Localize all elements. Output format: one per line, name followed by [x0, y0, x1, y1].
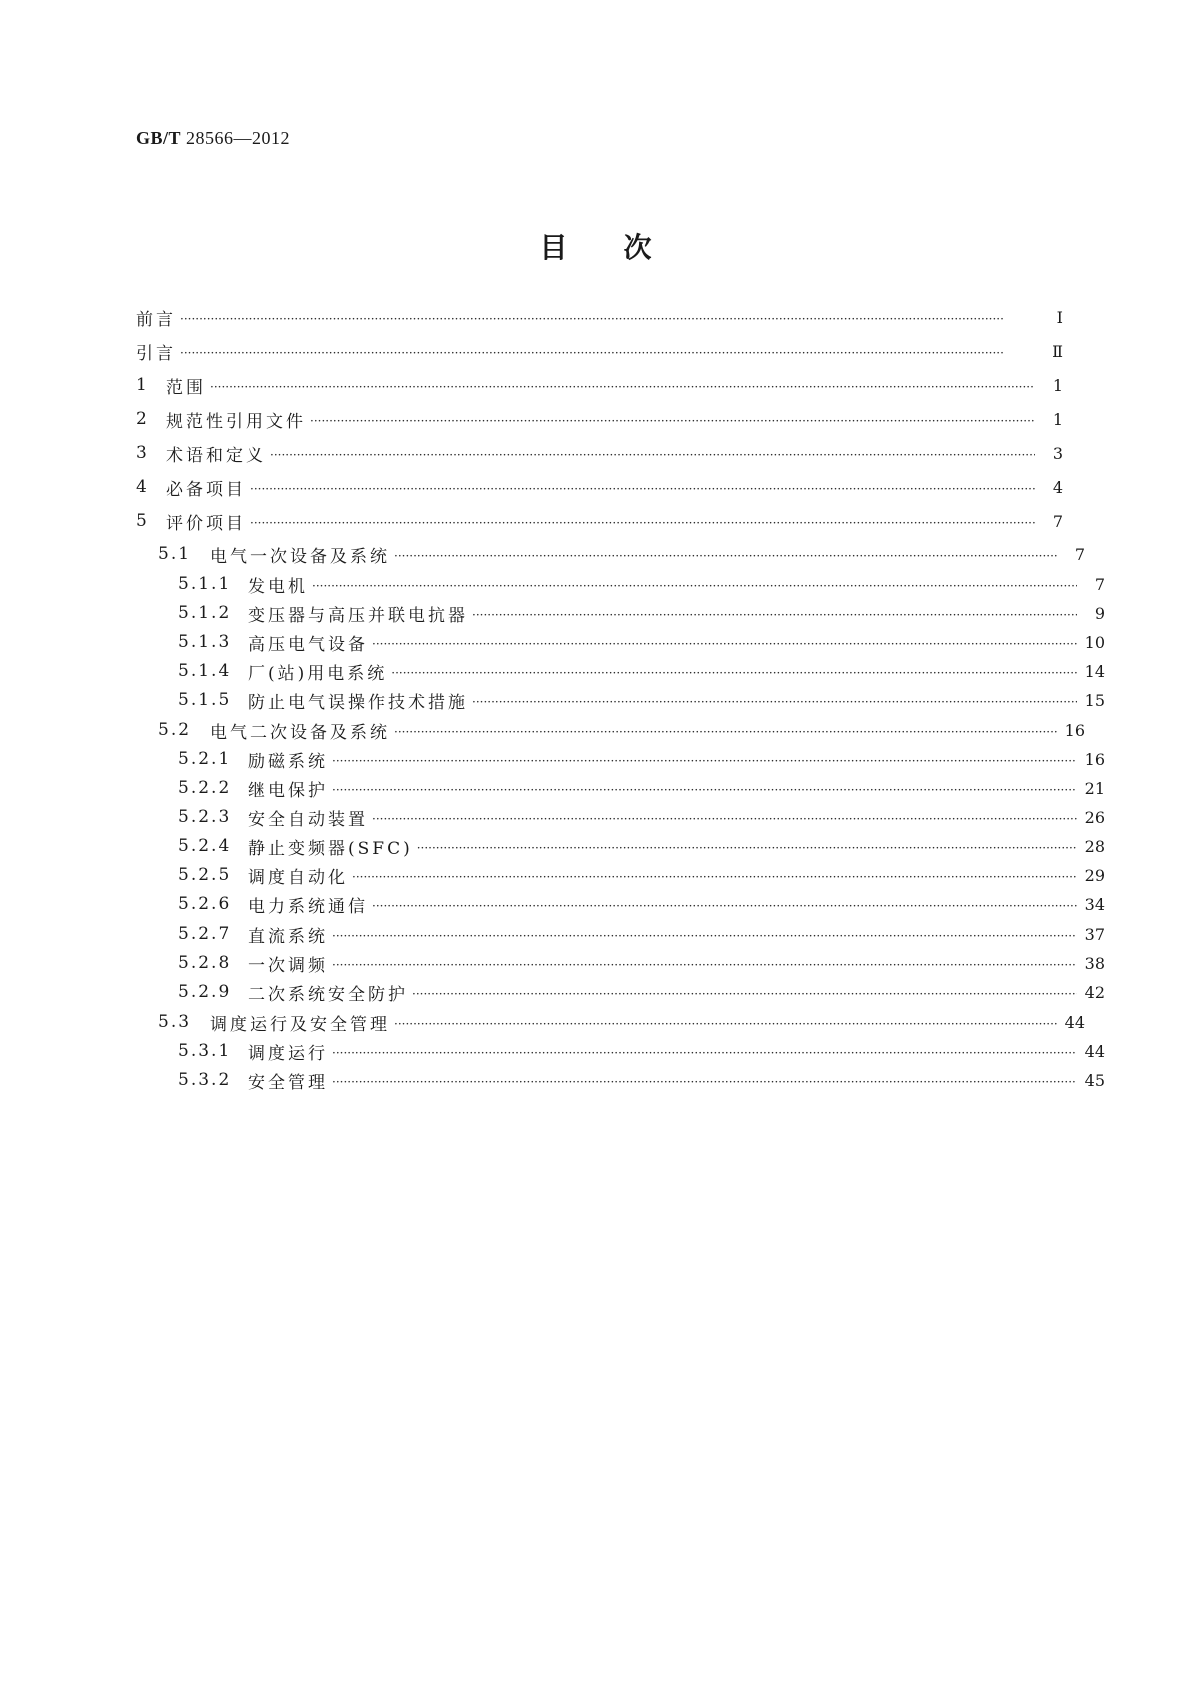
toc-entry-number: 5 [136, 511, 149, 531]
toc-entry-page: 16 [1064, 720, 1085, 740]
toc-entry-label: 发电机 [248, 576, 308, 597]
toc-entry-label: 继电保护 [248, 780, 328, 801]
toc-entry-5-2[interactable] [136, 716, 1085, 744]
toc-entry-5-2-5[interactable] [136, 861, 1105, 889]
toc-entry-page: 7 [1094, 574, 1105, 594]
toc-entry-label: 高压电气设备 [248, 634, 368, 655]
toc-entry-page: 7 [1052, 511, 1063, 531]
toc-entry-5-2-1[interactable] [136, 745, 1105, 773]
toc-entry-page: 14 [1084, 661, 1105, 681]
toc-entry-label: 励磁系统 [248, 751, 328, 772]
toc-entry-page: 28 [1084, 836, 1105, 856]
toc-leader-dots [332, 783, 1077, 797]
toc-entry-number: 1 [136, 375, 149, 395]
toc-entry-page: 16 [1084, 749, 1105, 769]
toc-entry-page: 45 [1084, 1070, 1105, 1090]
toc-entry-5-1-2[interactable] [136, 599, 1105, 627]
toc-entry-1[interactable] [136, 371, 1063, 399]
toc-entry-5-3-2[interactable] [136, 1066, 1105, 1094]
toc-entry-preface[interactable] [136, 303, 1063, 331]
toc-leader-dots [310, 414, 1035, 428]
toc-entry-page: 7 [1074, 544, 1085, 564]
toc-entry-label: 范围 [166, 377, 206, 398]
toc-leader-dots [372, 637, 1077, 651]
toc-entry-page: Ⅰ [1056, 307, 1063, 327]
toc-entry-page: 15 [1084, 690, 1105, 710]
toc-entry-number: 5.2.4 [178, 836, 232, 856]
toc-entry-number: 5.2.1 [178, 749, 232, 769]
toc-entry-label: 安全自动装置 [248, 809, 368, 830]
toc-entry-number: 5.2.9 [178, 982, 232, 1002]
toc-leader-dots [312, 579, 1077, 593]
toc-title: 目次 [539, 231, 708, 264]
toc-entry-page: 44 [1084, 1041, 1105, 1061]
toc-entry-label: 调度运行及安全管理 [210, 1014, 390, 1035]
toc-entry-5-1-5[interactable] [136, 686, 1105, 714]
toc-leader-dots [417, 841, 1077, 855]
toc-entry-label: 电力系统通信 [248, 896, 368, 917]
toc-entry-label: 直流系统 [248, 926, 328, 947]
toc-leader-dots [412, 987, 1077, 1001]
toc-entry-5-2-3[interactable] [136, 803, 1105, 831]
toc-entry-number: 5.2.8 [178, 953, 232, 973]
toc-entry-number: 5.1.4 [178, 661, 232, 681]
toc-entry-label: 静止变频器(SFC) [248, 838, 413, 859]
toc-leader-dots [250, 516, 1035, 530]
toc-entry-5-2-9[interactable] [136, 978, 1105, 1006]
toc-leader-dots [472, 608, 1077, 622]
toc-leader-dots [394, 549, 1057, 563]
toc-entry-page: 29 [1084, 865, 1105, 885]
toc-leader-dots [394, 725, 1057, 739]
table-of-contents [136, 0, 1105, 1684]
toc-entry-number: 5.2.2 [178, 778, 232, 798]
toc-entry-page: 42 [1084, 982, 1105, 1002]
toc-entry-5-1-4[interactable] [136, 657, 1105, 685]
toc-entry-label: 前言 [136, 309, 176, 330]
standard-code-number: 28566—2012 [186, 128, 291, 148]
toc-entry-5-3-1[interactable] [136, 1037, 1105, 1065]
toc-leader-dots [372, 812, 1077, 826]
toc-entry-4[interactable] [136, 473, 1063, 501]
toc-leader-dots [391, 666, 1077, 680]
toc-entry-number: 3 [136, 443, 149, 463]
toc-entry-number: 5.2.5 [178, 865, 232, 885]
toc-entry-page: 9 [1094, 603, 1105, 623]
toc-entry-label: 二次系统安全防护 [248, 984, 408, 1005]
toc-entry-page: Ⅱ [1052, 341, 1063, 361]
toc-entry-page: 21 [1084, 778, 1105, 798]
toc-entry-number: 5.1.2 [178, 603, 232, 623]
toc-entry-label: 电气一次设备及系统 [210, 546, 390, 567]
toc-entry-number: 5.2.3 [178, 807, 232, 827]
toc-entry-label: 规范性引用文件 [166, 411, 306, 432]
toc-entry-number: 5.1.1 [178, 574, 232, 594]
toc-entry-number: 5.1 [158, 544, 192, 564]
toc-entry-number: 5.1.3 [178, 632, 232, 652]
toc-entry-page: 38 [1084, 953, 1105, 973]
toc-entry-page: 44 [1064, 1012, 1085, 1032]
toc-leader-dots [270, 448, 1035, 462]
toc-entry-page: 3 [1052, 443, 1063, 463]
toc-entry-label: 电气二次设备及系统 [210, 722, 390, 743]
toc-entry-number: 5.2.6 [178, 894, 232, 914]
toc-entry-number: 2 [136, 409, 149, 429]
toc-entry-label: 一次调频 [248, 955, 328, 976]
toc-leader-dots [332, 754, 1077, 768]
toc-entry-label: 必备项目 [166, 479, 246, 500]
toc-entry-label: 调度自动化 [248, 867, 348, 888]
toc-entry-3[interactable] [136, 439, 1063, 467]
toc-entry-page: 1 [1052, 409, 1063, 429]
toc-entry-page: 34 [1084, 894, 1105, 914]
toc-entry-introduction[interactable] [136, 337, 1063, 365]
toc-leader-dots [352, 870, 1077, 884]
toc-entry-label: 厂(站)用电系统 [248, 663, 388, 684]
toc-entry-number: 4 [136, 477, 149, 497]
toc-entry-5-2-6[interactable] [136, 890, 1105, 918]
toc-entry-5-2-8[interactable] [136, 949, 1105, 977]
toc-leader-dots [332, 1046, 1077, 1060]
toc-entry-page: 4 [1052, 477, 1063, 497]
toc-entry-label: 防止电气误操作技术措施 [248, 692, 468, 713]
toc-leader-dots [472, 695, 1077, 709]
toc-entry-5-1[interactable] [136, 540, 1085, 568]
toc-entry-5-2-4[interactable] [136, 832, 1105, 860]
toc-entry-number: 5.1.5 [178, 690, 232, 710]
toc-leader-dots [250, 482, 1035, 496]
toc-entry-number: 5.3.1 [178, 1041, 232, 1061]
toc-entry-page: 1 [1052, 375, 1063, 395]
toc-entry-page: 10 [1084, 632, 1105, 652]
toc-entry-number: 5.2 [158, 720, 192, 740]
toc-leader-dots [394, 1017, 1057, 1031]
toc-entry-page: 37 [1084, 924, 1105, 944]
toc-entry-label: 安全管理 [248, 1072, 328, 1093]
toc-entry-number: 5.2.7 [178, 924, 232, 944]
toc-leader-dots [180, 346, 1035, 360]
toc-entry-label: 引言 [136, 343, 176, 364]
toc-entry-label: 变压器与高压并联电抗器 [248, 605, 468, 626]
toc-entry-5-1-1[interactable] [136, 570, 1105, 598]
toc-leader-dots [332, 1075, 1077, 1089]
toc-entry-label: 评价项目 [166, 513, 246, 534]
toc-entry-5-2-2[interactable] [136, 774, 1105, 802]
toc-entry-5[interactable] [136, 507, 1063, 535]
toc-entry-5-2-7[interactable] [136, 920, 1105, 948]
toc-entry-2[interactable] [136, 405, 1063, 433]
toc-leader-dots [372, 899, 1077, 913]
toc-entry-5-1-3[interactable] [136, 628, 1105, 656]
toc-entry-number: 5.3.2 [178, 1070, 232, 1090]
toc-entry-page: 26 [1084, 807, 1105, 827]
toc-leader-dots [180, 312, 1035, 326]
toc-entry-label: 术语和定义 [166, 445, 266, 466]
toc-leader-dots [210, 380, 1035, 394]
toc-entry-number: 5.3 [158, 1012, 192, 1032]
toc-entry-label: 调度运行 [248, 1043, 328, 1064]
toc-entry-5-3[interactable] [136, 1008, 1085, 1036]
toc-leader-dots [332, 958, 1077, 972]
standard-code-prefix: GB/T [136, 128, 182, 148]
toc-leader-dots [332, 929, 1077, 943]
